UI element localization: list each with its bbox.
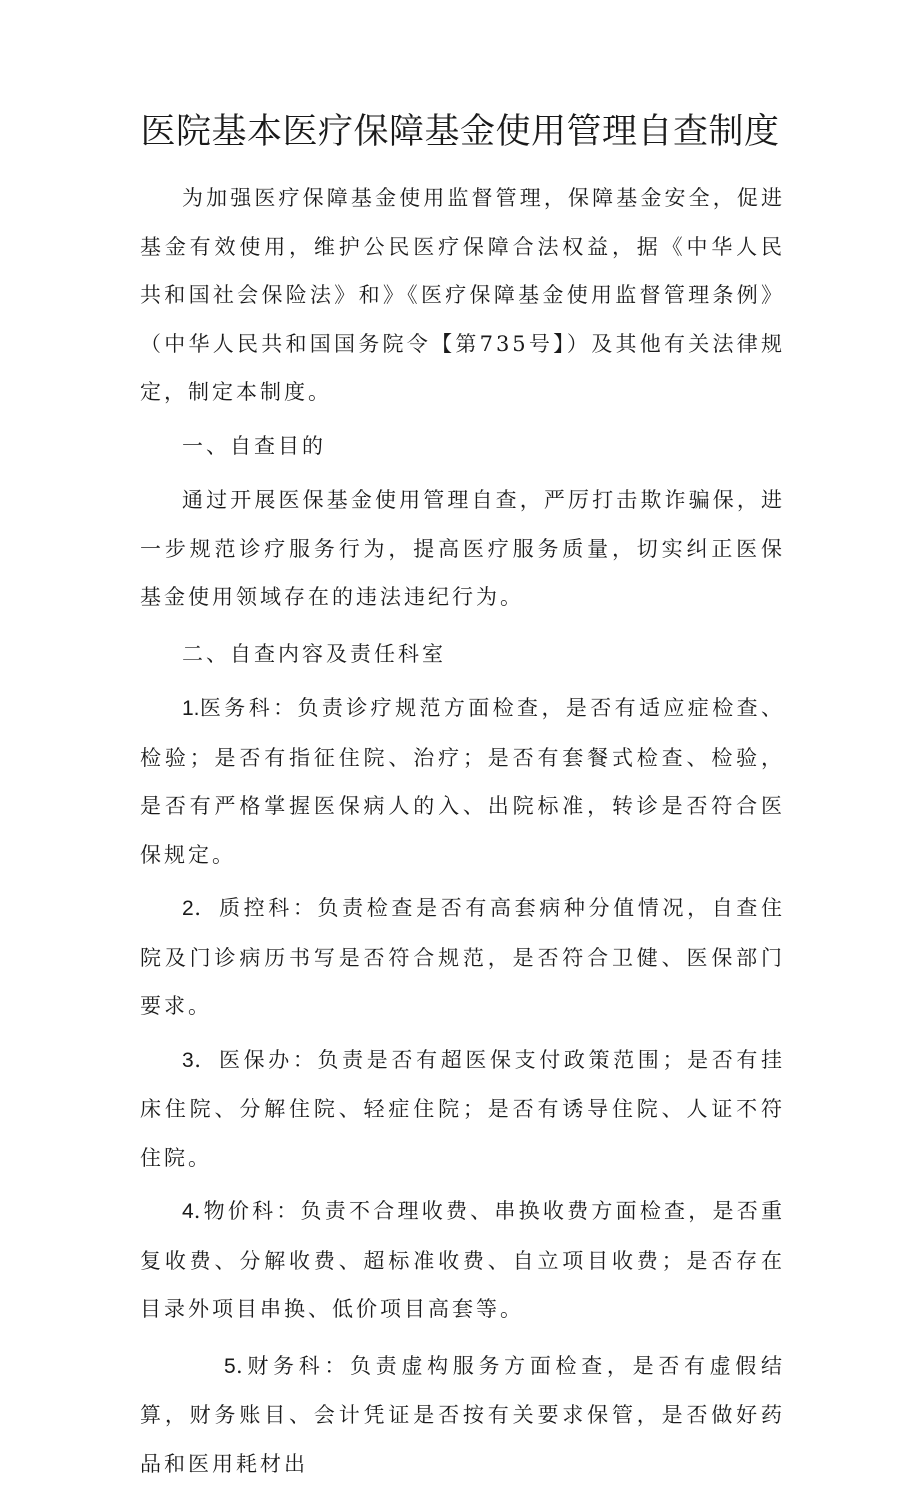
section-2-heading: 二、自查内容及责任科室 [140, 630, 785, 679]
item-number: 2 [182, 897, 194, 920]
item-text: .财务科：负责虚构服务方面检查，是否有虚假结算，财务账目、会计凭证是否按有关要求保管，是否做好药品和医用耗材出 [140, 1354, 785, 1476]
item-text: 医务科：负责诊疗规范方面检查，是否有适应症检查、检验；是否有指征住院、治疗；是否有套餐式检查、检验，是否有严格掌握医保病人的入、出院标准，转诊是否符合医保规定。 [140, 696, 785, 867]
section-1-paragraph: 通过开展医保基金使用管理自查，严厉打击欺诈骗保，进一步规范诊疗服务行为，提高医疗服务质量，切实纠正医保基金使用领域存在的违法违纪行为。 [140, 476, 785, 622]
item-text: ．质控科：负责检查是否有高套病种分值情况，自查住院及门诊病历书写是否符合规范，是否符合卫健、医保部门要求。 [140, 896, 785, 1018]
section-1-heading: 一、自查目的 [140, 422, 785, 471]
item-finance [140, 1342, 785, 1488]
item-insurance-office [140, 1036, 785, 1183]
item-text: .物价科：负责不合理收费、串换收费方面检查，是否重复收费、分解收费、超标准收费、自立项目收费；是否存在目录外项目串换、低价项目高套等。 [140, 1199, 785, 1321]
item-number: 4 [182, 1200, 194, 1223]
item-medical-affairs [140, 684, 785, 879]
item-quality-control [140, 884, 785, 1031]
item-number: 3 [182, 1049, 194, 1072]
document-body [140, 174, 785, 1488]
item-number: 5 [182, 1343, 236, 1392]
document-title: 医院基本医疗保障基金使用管理自查制度 [0, 108, 920, 156]
item-pricing [140, 1187, 785, 1334]
item-text: ．医保办：负责是否有超医保支付政策范围；是否有挂床住院、分解住院、轻症住院；是否有诱导住院、人证不符住院。 [140, 1048, 785, 1170]
intro-paragraph: 为加强医疗保障基金使用监督管理，保障基金安全，促进基金有效使用，维护公民医疗保障合法权益，据《中华人民共和国社会保险法》和》《医疗保障基金使用监督管理条例》（中华人民共和国国务院令【第735号】）及其他有关法律规定，制定本制度。 [140, 174, 785, 417]
item-number: 1. [182, 697, 200, 720]
